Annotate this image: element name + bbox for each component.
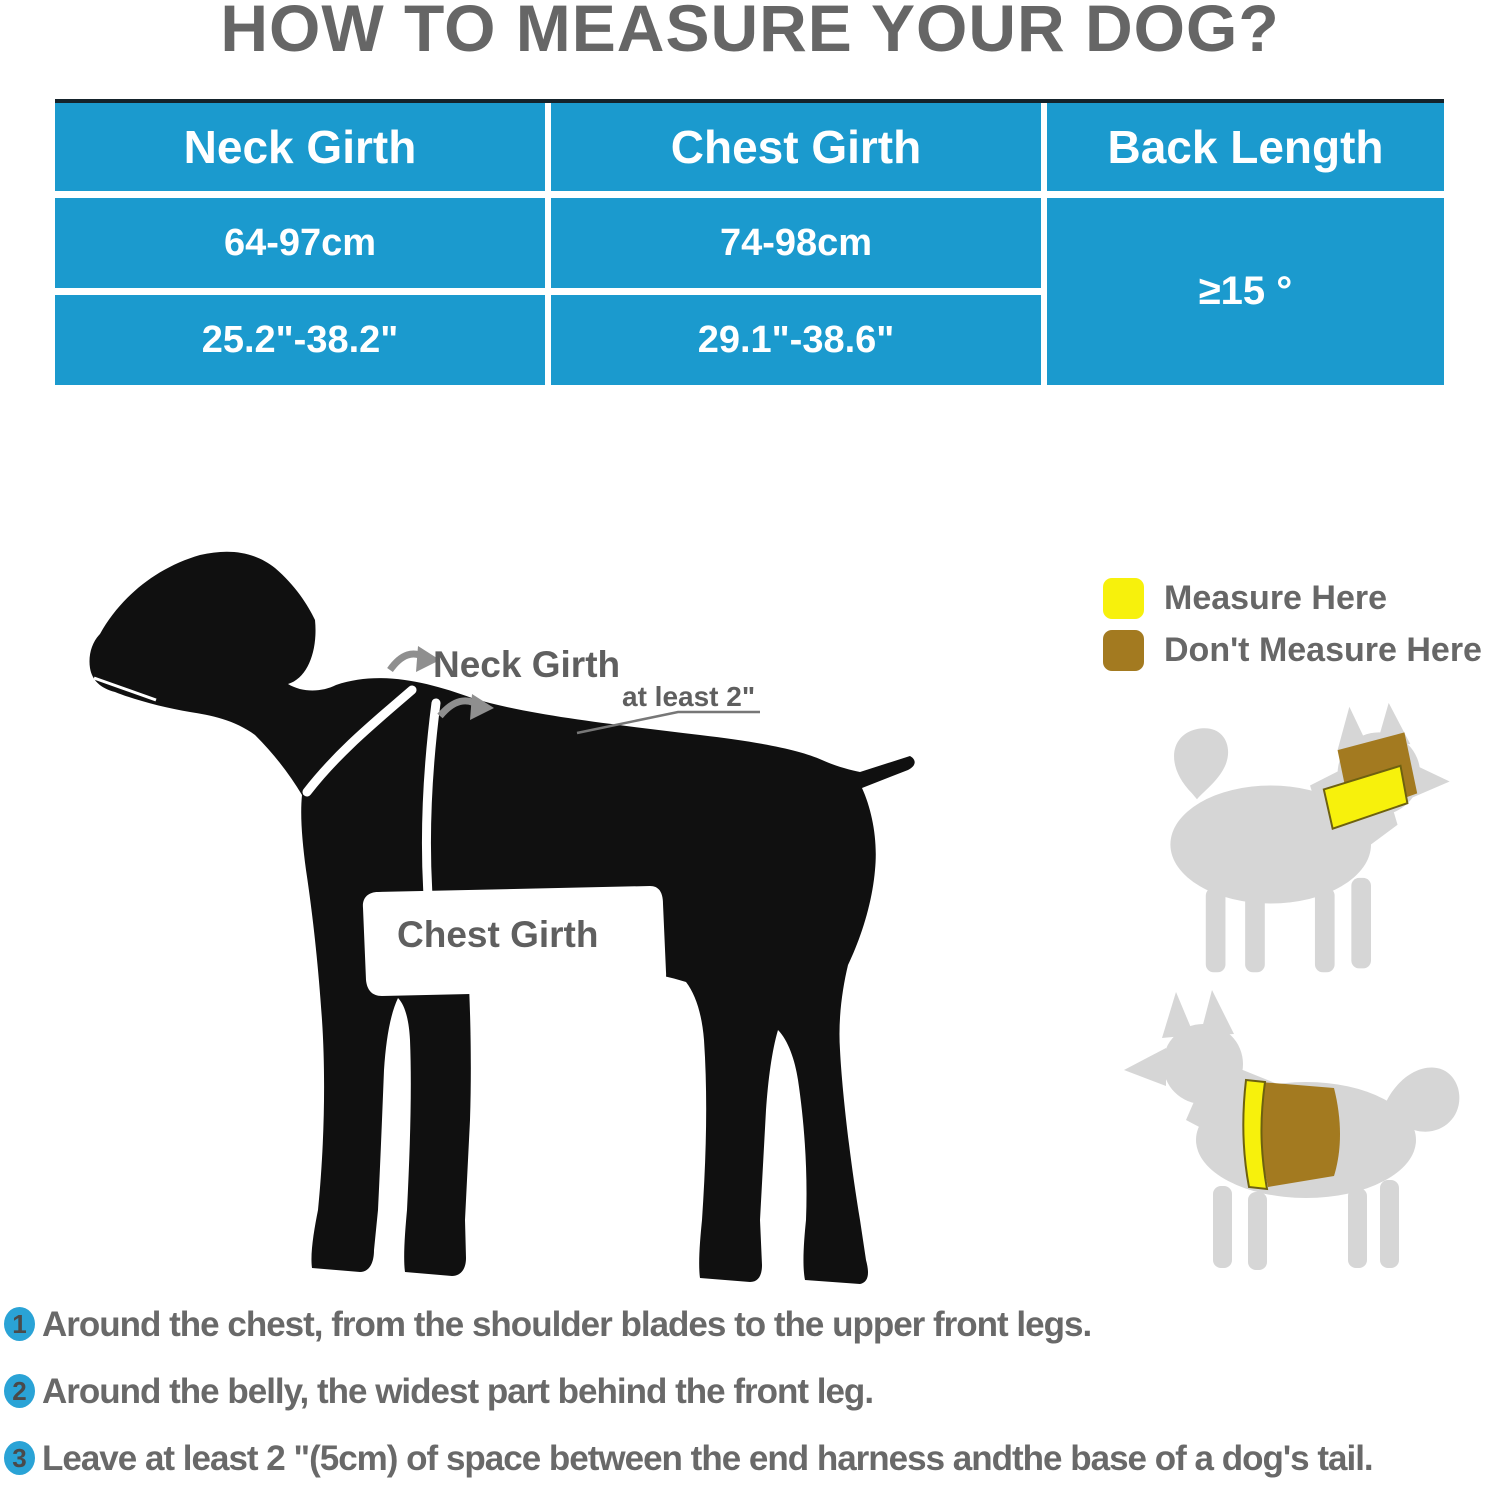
instruction-row-2 (4, 1372, 873, 1412)
dog2-ear2 (1200, 990, 1234, 1036)
page-title: HOW TO MEASURE YOUR DOG? (220, 0, 1280, 65)
dog1-leg (1206, 888, 1226, 973)
clearance-label: at least 2" (622, 681, 756, 712)
dog1-tail (1174, 728, 1228, 799)
instruction-row-1 (4, 1305, 1091, 1345)
dog2-dont-measure-saddle (1258, 1082, 1340, 1187)
size-table (55, 99, 1444, 385)
instruction-row-3 (4, 1439, 1373, 1479)
dog1-leg4 (1351, 878, 1371, 968)
chest-girth-label: Chest Girth (397, 914, 599, 955)
dog1-leg3 (1315, 888, 1335, 973)
table-header-neck-girth: Neck Girth (55, 103, 545, 191)
instruction-1-text: Around the chest, from the shoulder blades to the upper front legs. (42, 1305, 1092, 1344)
neck-girth-label: Neck Girth (433, 644, 621, 685)
dont-measure-here-swatch (1103, 630, 1144, 671)
instruction-3-badge: 3 (4, 1441, 35, 1475)
table-header-back-length: Back Length (1047, 103, 1444, 191)
dog2-leg2 (1248, 1192, 1267, 1270)
measure-here-label: Measure Here (1164, 579, 1388, 617)
legend-measure-here (1103, 578, 1387, 619)
legend-dont-measure-here (1103, 630, 1482, 671)
instruction-3-text: Leave at least 2 "(5cm) of space between the end harness andthe base of a dog's tail. (42, 1439, 1373, 1478)
belly-measure-example-dog (1118, 990, 1463, 1280)
dog2-leg (1213, 1186, 1232, 1268)
instruction-2-badge: 2 (4, 1374, 35, 1408)
chest-girth-cm-value: 74-98cm (551, 198, 1041, 288)
instruction-1-badge: 1 (4, 1307, 35, 1341)
instruction-2-text: Around the belly, the widest part behind the front leg. (42, 1372, 874, 1411)
dog1-leg2 (1245, 894, 1265, 973)
measure-here-swatch (1103, 578, 1144, 619)
dont-measure-here-label: Don't Measure Here (1164, 631, 1482, 669)
dog2-ear (1162, 992, 1194, 1038)
dog2-leg3 (1348, 1188, 1367, 1268)
table-header-chest-girth: Chest Girth (551, 103, 1041, 191)
neck-girth-cm-value: 64-97cm (55, 198, 545, 288)
dog2-muzzle (1124, 1048, 1166, 1086)
chest-girth-inch-value: 29.1"-38.6" (551, 295, 1041, 385)
neck-measure-example-dog (1115, 695, 1450, 990)
neck-girth-inch-value: 25.2"-38.2" (55, 295, 545, 385)
back-length-value: ≥15 ° (1047, 198, 1444, 385)
dog2-leg4 (1380, 1180, 1399, 1268)
